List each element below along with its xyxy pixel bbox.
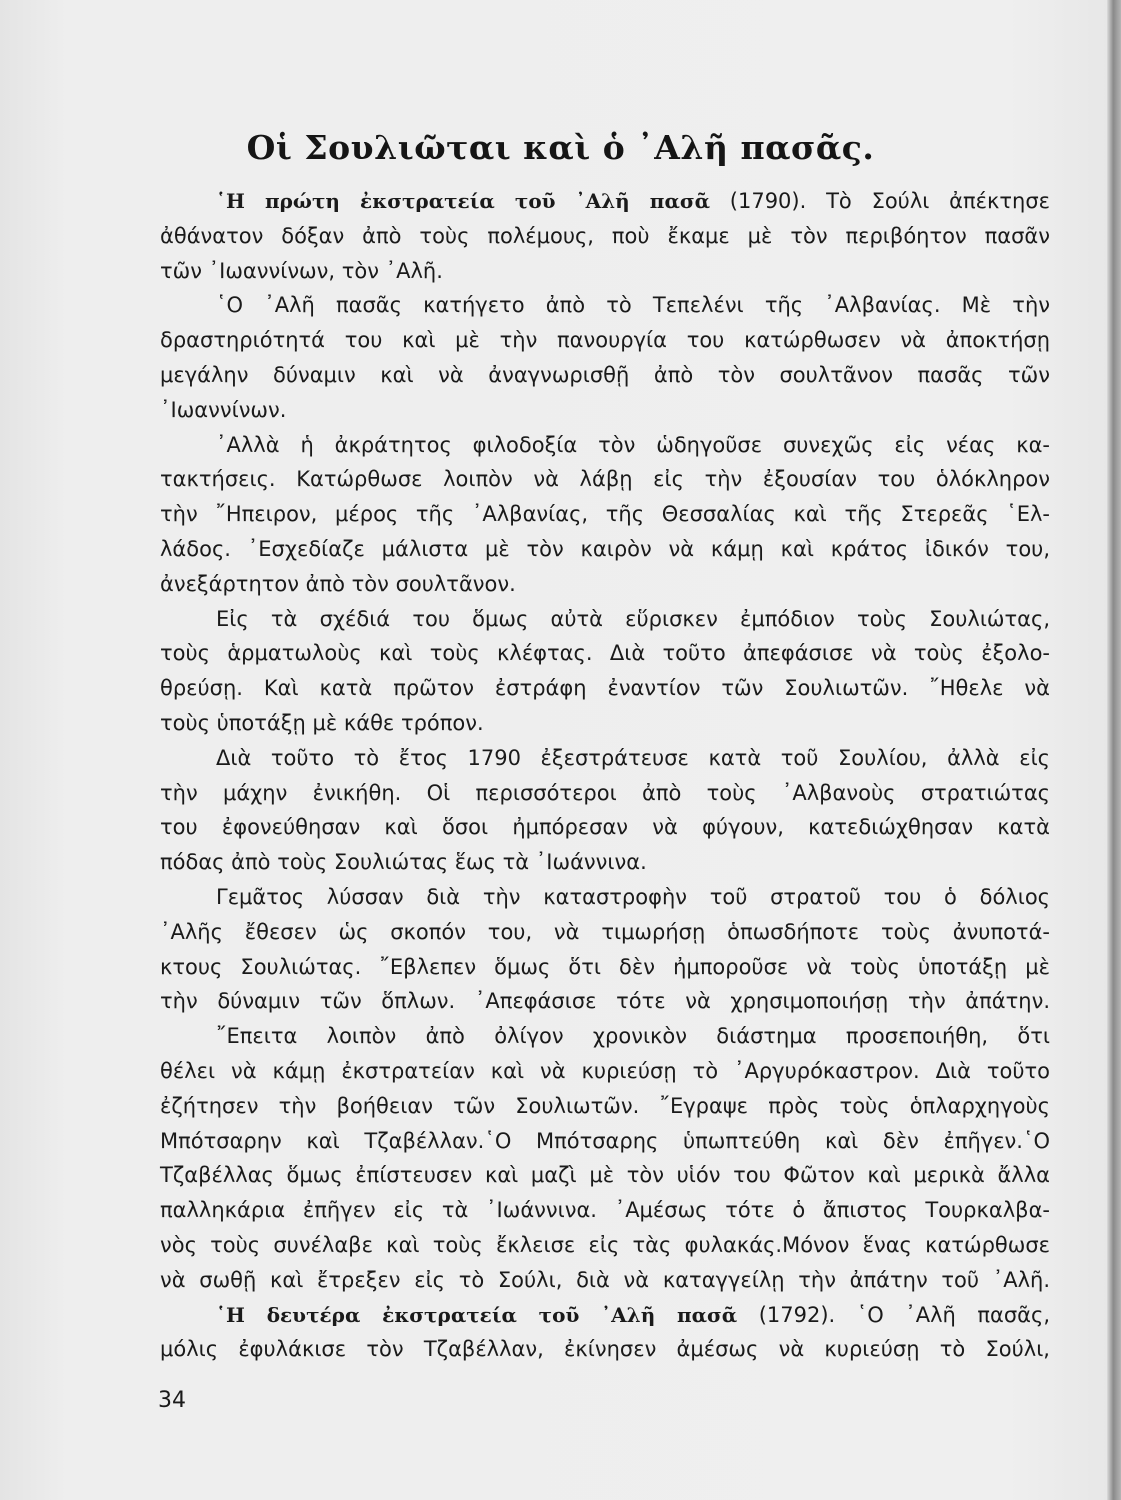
text-line: τὴν ῎Ηπειρον, μέρος τῆς ᾿Αλβανίας, τῆς Θεσσαλίας καὶ τῆς Στερεᾶς ῾Ελ-	[160, 502, 1050, 527]
text-line: τοὺς ἁρματωλοὺς καὶ τοὺς κλέφτας. Διὰ τοῦτο ἀπεφάσισε νὰ τοὺς ἐξολο-	[160, 641, 1050, 666]
text-line: μεγάλην δύναμιν καὶ νὰ ἀναγνωρισθῇ ἀπὸ τὸν σουλτᾶνον πασᾶς τῶν	[160, 362, 1050, 387]
text-line: ᾿Αλῆς ἔθεσεν ὡς σκοπόν του, νὰ τιμωρήσῃ ὁπωσδήποτε τοὺς ἀνυποτά-	[160, 919, 1050, 944]
text-line: του ἐφονεύθησαν καὶ ὅσοι ἠμπόρεσαν νὰ φύγουν, κατεδιώχθησαν κατὰ	[160, 815, 1050, 840]
text-line: τὴν δύναμιν τῶν ὅπλων. ᾿Απεφάσισε τότε νὰ χρησιμοποιήσῃ τὴν ἀπάτην.	[160, 989, 1050, 1014]
section-heading: ῾Η πρώτη ἐκστρατεία τοῦ ᾿Αλῆ πασᾶ	[216, 189, 710, 213]
text-line: ἀθάνατον δόξαν ἀπὸ τοὺς πολέμους, ποὺ ἔκαμε μὲ τὸν περιβόητον πασᾶν	[160, 223, 1050, 248]
text-line: τακτήσεις. Κατώρθωσε λοιπὸν νὰ λάβῃ εἰς τὴν ἐξουσίαν του ὁλόκληρον	[160, 467, 1050, 492]
body-text	[160, 184, 1050, 1367]
text-line: κτους Σουλιώτας. ῎Εβλεπεν ὅμως ὅτι δὲν ἠμποροῦσε νὰ τοὺς ὑποτάξῃ μὲ	[160, 954, 1050, 979]
text-line: ῾Η πρώτη ἐκστρατεία τοῦ ᾿Αλῆ πασᾶ (1790). Τὸ Σούλι ἀπέκτησε	[216, 189, 1051, 213]
text-line: Τζαβέλλας ὅμως ἐπίστευσεν καὶ μαζὶ μὲ τὸν υἱόν του Φῶτον καὶ μερικὰ ἄλλα	[160, 1163, 1050, 1188]
text-line: τῶν ᾿Ιωαννίνων, τὸν ᾿Αλῆ.	[160, 258, 443, 283]
text-line: ῎Επειτα λοιπὸν ἀπὸ ὀλίγον χρονικὸν διάστημα προσεποιήθη, ὅτι	[216, 1024, 1050, 1049]
text-line: τοὺς ὑποτάξῃ μὲ κάθε τρόπον.	[160, 710, 484, 735]
text-line: ῾Ο ᾿Αλῆ πασᾶς κατήγετο ἀπὸ τὸ Τεπελένι τῆς ᾿Αλβανίας. Μὲ τὴν	[216, 293, 1050, 318]
page-title: Οἱ Σουλιῶται καὶ ὁ ᾿Αλῆ πασᾶς.	[246, 128, 875, 167]
page-binding-shadow	[1107, 0, 1121, 1500]
text-line: θέλει νὰ κάμῃ ἐκστρατείαν καὶ νὰ κυριεύσῃ τὸ ᾿Αργυρόκαστρον. Διὰ τοῦτο	[160, 1058, 1050, 1083]
text-line: Γεμᾶτος λύσσαν διὰ τὴν καταστροφὴν τοῦ στρατοῦ του ὁ δόλιος	[216, 884, 1050, 909]
text-line: ἀνεξάρτητον ἀπὸ τὸν σουλτᾶνον.	[160, 571, 516, 596]
text-line: δραστηριότητά του καὶ μὲ τὴν πανουργία του κατώρθωσεν νὰ ἀποκτήσῃ	[160, 328, 1050, 353]
text-line: λάδος. ᾿Εσχεδίαζε μάλιστα μὲ τὸν καιρὸν νὰ κάμῃ καὶ κράτος ἰδικόν του,	[160, 536, 1050, 561]
text-line: παλληκάρια ἐπῆγεν εἰς τὰ ᾿Ιωάννινα. ᾿Αμέσως τότε ὁ ἄπιστος Τουρκαλβα-	[160, 1198, 1050, 1223]
text-line: ῾Η δευτέρα ἐκστρατεία τοῦ ᾿Αλῆ πασᾶ (1792). ῾Ο ᾿Αλῆ πασᾶς,	[216, 1302, 1050, 1327]
text-line: τὴν μάχην ἐνικήθη. Οἱ περισσότεροι ἀπὸ τοὺς ᾿Αλβανοὺς στρατιώτας	[160, 780, 1050, 805]
text-line: νὰ σωθῇ καὶ ἔτρεξεν εἰς τὸ Σούλι, διὰ νὰ καταγγείλῃ τὴν ἀπάτην τοῦ ᾿Αλῆ.	[160, 1267, 1050, 1292]
text-line: ᾿Αλλὰ ἡ ἀκράτητος φιλοδοξία τὸν ὡδηγοῦσε συνεχῶς εἰς νέας κα-	[216, 432, 1050, 457]
text-line: Εἰς τὰ σχέδιά του ὅμως αὐτὰ εὕρισκεν ἐμπόδιον τοὺς Σουλιώτας,	[216, 606, 1050, 631]
text-line: ᾿Ιωαννίνων.	[160, 397, 287, 422]
text-line: Διὰ τοῦτο τὸ ἔτος 1790 ἐξεστράτευσε κατὰ τοῦ Σουλίου, ἀλλὰ εἰς	[216, 745, 1050, 770]
page-number: 34	[158, 1388, 186, 1413]
text-line: θρεύσῃ. Καὶ κατὰ πρῶτον ἐστράφη ἐναντίον τῶν Σουλιωτῶν. ῎Ηθελε νὰ	[160, 676, 1050, 701]
text-line: νὸς τοὺς συνέλαβε καὶ τοὺς ἔκλεισε εἰς τὰς φυλακάς.Μόνον ἕνας κατώρθωσε	[160, 1232, 1050, 1257]
section-heading: ῾Η δευτέρα ἐκστρατεία τοῦ ᾿Αλῆ πασᾶ	[216, 1302, 738, 1327]
text-line: μόλις ἐφυλάκισε τὸν Τζαβέλλαν, ἐκίνησεν ἀμέσως νὰ κυριεύσῃ τὸ Σούλι,	[160, 1337, 1050, 1362]
text-line: ἐζήτησεν τὴν βοήθειαν τῶν Σουλιωτῶν. ῎Εγραψε πρὸς τοὺς ὁπλαρχηγοὺς	[160, 1093, 1050, 1118]
text-line: Μπότσαρην καὶ Τζαβέλλαν.῾Ο Μπότσαρης ὑπωπτεύθη καὶ δὲν ἐπῆγεν.῾Ο	[160, 1128, 1050, 1153]
text-line: πόδας ἀπὸ τοὺς Σουλιώτας ἕως τὰ ᾿Ιωάννινα.	[160, 850, 647, 875]
